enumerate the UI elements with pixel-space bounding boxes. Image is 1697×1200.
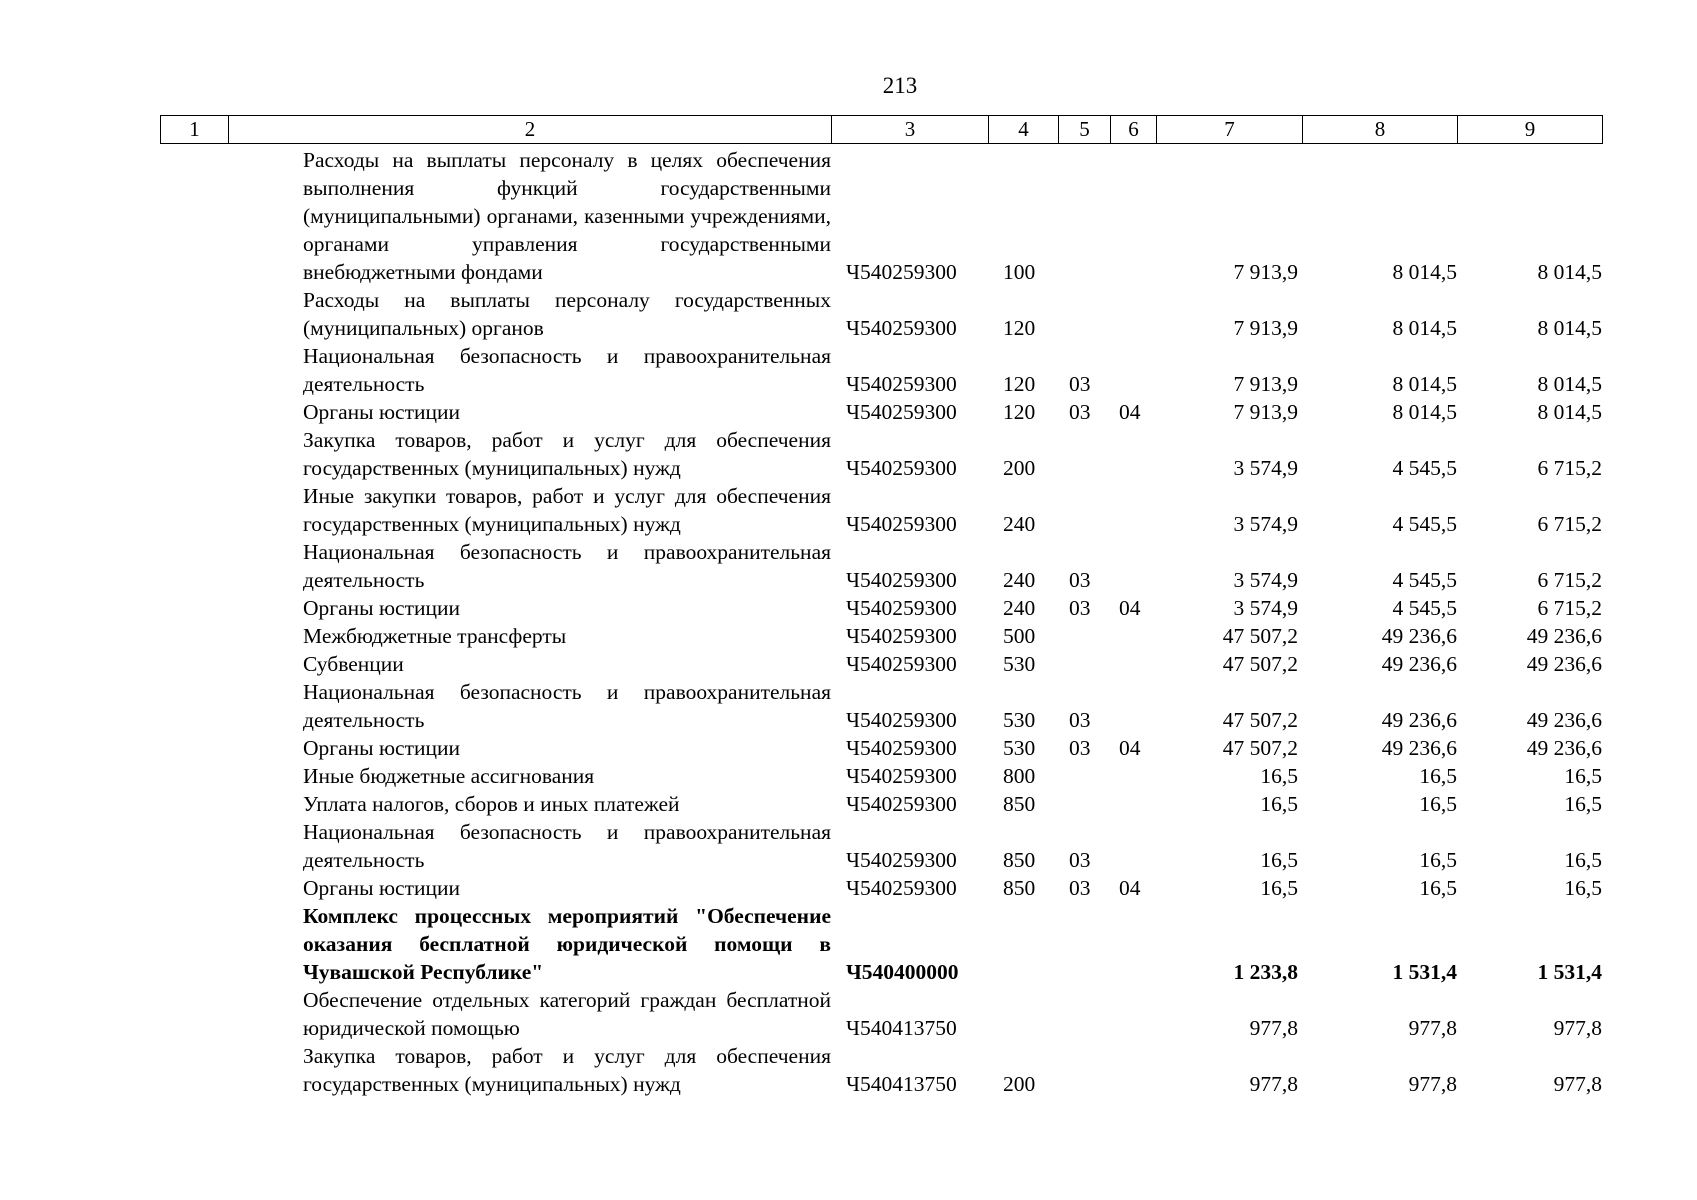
table-row <box>160 678 1612 734</box>
row-value-col8: 4 545,5 <box>1392 596 1457 620</box>
row-target-code: Ч540259300 <box>846 652 957 676</box>
row-value-col9: 49 236,6 <box>1526 708 1602 732</box>
table-row <box>160 538 1612 594</box>
row-description-text: Органы юстиции <box>303 736 460 760</box>
header-col-3: 3 <box>832 116 989 144</box>
header-col-9: 9 <box>1458 116 1603 144</box>
row-value-col9: 16,5 <box>1564 848 1602 872</box>
row-description-text: Закупка товаров, работ и услуг для обеспечения государственных (муниципальных) нужд <box>303 428 831 480</box>
row-value-col8: 8 014,5 <box>1392 372 1457 396</box>
row-description <box>228 818 831 874</box>
row-section: 03 <box>1069 400 1091 424</box>
row-target-code: Ч540259300 <box>846 372 957 396</box>
row-value-col8: 977,8 <box>1408 1072 1457 1096</box>
table-row <box>160 818 1612 874</box>
row-description-text: Уплата налогов, сборов и иных платежей <box>303 792 680 816</box>
row-value-col9: 49 236,6 <box>1526 624 1602 648</box>
row-target-code: Ч540259300 <box>846 736 957 760</box>
row-value-col8: 4 545,5 <box>1392 456 1457 480</box>
row-description <box>228 790 831 818</box>
row-value-col8: 977,8 <box>1408 1016 1457 1040</box>
row-value-col7: 7 913,9 <box>1233 260 1298 284</box>
row-value-col7: 1 233,8 <box>1233 960 1298 984</box>
table-row <box>160 734 1612 762</box>
row-description-text: Национальная безопасность и правоохранительная деятельность <box>303 680 831 732</box>
row-description <box>228 538 831 594</box>
row-target-code: Ч540259300 <box>846 848 957 872</box>
row-section: 03 <box>1069 736 1091 760</box>
table-row <box>160 398 1612 426</box>
row-target-code: Ч540259300 <box>846 568 957 592</box>
table-row <box>160 790 1612 818</box>
row-description-text: Субвенции <box>303 652 404 676</box>
row-section: 03 <box>1069 568 1091 592</box>
row-description <box>228 594 831 622</box>
row-value-col8: 49 236,6 <box>1381 736 1457 760</box>
row-value-col9: 8 014,5 <box>1537 400 1602 424</box>
table-row <box>160 874 1612 902</box>
row-value-col8: 4 545,5 <box>1392 568 1457 592</box>
row-description <box>228 986 831 1042</box>
row-target-code: Ч540259300 <box>846 708 957 732</box>
row-target-code: Ч540259300 <box>846 400 957 424</box>
row-description-text: Закупка товаров, работ и услуг для обеспечения государственных (муниципальных) нужд <box>303 1044 831 1096</box>
row-description <box>228 286 831 342</box>
row-description <box>228 1042 831 1098</box>
row-description-text: Органы юстиции <box>303 400 460 424</box>
row-value-col9: 49 236,6 <box>1526 652 1602 676</box>
row-target-code: Ч540413750 <box>846 1072 957 1096</box>
row-value-col9: 16,5 <box>1564 764 1602 788</box>
row-subsection: 04 <box>1119 876 1141 900</box>
row-target-code: Ч540400000 <box>846 960 959 984</box>
row-description <box>228 734 831 762</box>
row-target-code: Ч540259300 <box>846 624 957 648</box>
row-value-col8: 4 545,5 <box>1392 512 1457 536</box>
row-value-col8: 8 014,5 <box>1392 400 1457 424</box>
row-value-col8: 8 014,5 <box>1392 260 1457 284</box>
row-target-code: Ч540259300 <box>846 792 957 816</box>
row-value-col9: 6 715,2 <box>1537 456 1602 480</box>
row-description-text: Органы юстиции <box>303 876 460 900</box>
row-value-col8: 49 236,6 <box>1381 624 1457 648</box>
row-target-code: Ч540259300 <box>846 316 957 340</box>
row-expense-type: 240 <box>1003 512 1036 536</box>
header-col-4: 4 <box>989 116 1059 144</box>
row-value-col9: 6 715,2 <box>1537 512 1602 536</box>
row-description <box>228 678 831 734</box>
row-expense-type: 530 <box>1003 736 1036 760</box>
row-description <box>228 874 831 902</box>
row-expense-type: 800 <box>1003 764 1036 788</box>
header-col-6: 6 <box>1111 116 1157 144</box>
row-value-col9: 977,8 <box>1553 1072 1602 1096</box>
row-section: 03 <box>1069 848 1091 872</box>
row-description-text: Обеспечение отдельных категорий граждан бесплатной юридической помощью <box>303 988 831 1040</box>
header-col-1: 1 <box>161 116 229 144</box>
row-value-col7: 47 507,2 <box>1222 624 1298 648</box>
row-value-col7: 977,8 <box>1249 1072 1298 1096</box>
row-target-code: Ч540259300 <box>846 596 957 620</box>
row-description <box>228 342 831 398</box>
row-expense-type: 500 <box>1003 624 1036 648</box>
row-expense-type: 240 <box>1003 568 1036 592</box>
header-col-7: 7 <box>1157 116 1303 144</box>
row-expense-type: 850 <box>1003 848 1036 872</box>
row-value-col7: 977,8 <box>1249 1016 1298 1040</box>
row-value-col8: 8 014,5 <box>1392 316 1457 340</box>
budget-table-body <box>160 146 1612 1098</box>
row-value-col7: 16,5 <box>1260 764 1298 788</box>
row-description-text: Иные бюджетные ассигнования <box>303 764 595 788</box>
header-col-5: 5 <box>1059 116 1111 144</box>
row-expense-type: 850 <box>1003 876 1036 900</box>
row-description <box>228 762 831 790</box>
row-value-col7: 3 574,9 <box>1233 512 1298 536</box>
row-value-col8: 16,5 <box>1419 848 1457 872</box>
row-description <box>228 482 831 538</box>
row-description-text: Национальная безопасность и правоохранительная деятельность <box>303 820 831 872</box>
row-description-text: Комплекс процессных мероприятий "Обеспечение оказания бесплатной юридической помощи в Чувашской Республике" <box>303 904 831 984</box>
row-value-col7: 47 507,2 <box>1222 736 1298 760</box>
row-target-code: Ч540259300 <box>846 876 957 900</box>
row-description-text: Иные закупки товаров, работ и услуг для обеспечения государственных (муниципальных) нужд <box>303 484 831 536</box>
row-section: 03 <box>1069 708 1091 732</box>
row-section: 03 <box>1069 372 1091 396</box>
row-subsection: 04 <box>1119 400 1141 424</box>
row-value-col7: 16,5 <box>1260 876 1298 900</box>
row-target-code: Ч540259300 <box>846 764 957 788</box>
row-value-col9: 16,5 <box>1564 876 1602 900</box>
row-expense-type: 200 <box>1003 1072 1036 1096</box>
row-expense-type: 200 <box>1003 456 1036 480</box>
row-value-col7: 3 574,9 <box>1233 456 1298 480</box>
row-description <box>228 650 831 678</box>
table-row <box>160 650 1612 678</box>
row-description <box>228 426 831 482</box>
row-target-code: Ч540413750 <box>846 1016 957 1040</box>
row-value-col8: 49 236,6 <box>1381 708 1457 732</box>
row-value-col9: 6 715,2 <box>1537 596 1602 620</box>
table-row <box>160 426 1612 482</box>
row-description-text: Национальная безопасность и правоохранительная деятельность <box>303 540 831 592</box>
row-section: 03 <box>1069 876 1091 900</box>
row-target-code: Ч540259300 <box>846 512 957 536</box>
row-subsection: 04 <box>1119 596 1141 620</box>
row-section: 03 <box>1069 596 1091 620</box>
row-value-col9: 977,8 <box>1553 1016 1602 1040</box>
row-description-text: Расходы на выплаты персоналу государственных (муниципальных) органов <box>303 288 831 340</box>
row-value-col7: 3 574,9 <box>1233 596 1298 620</box>
table-row <box>160 902 1612 986</box>
column-number-header <box>160 115 1603 144</box>
row-description-text: Межбюджетные трансферты <box>303 624 567 648</box>
row-expense-type: 240 <box>1003 596 1036 620</box>
row-value-col7: 47 507,2 <box>1222 652 1298 676</box>
row-value-col7: 7 913,9 <box>1233 372 1298 396</box>
table-row <box>160 482 1612 538</box>
row-description-text: Органы юстиции <box>303 596 460 620</box>
row-value-col8: 16,5 <box>1419 876 1457 900</box>
table-row <box>160 762 1612 790</box>
row-value-col7: 7 913,9 <box>1233 316 1298 340</box>
row-value-col8: 16,5 <box>1419 792 1457 816</box>
row-value-col8: 49 236,6 <box>1381 652 1457 676</box>
page-number: 213 <box>882 73 918 98</box>
row-value-col7: 16,5 <box>1260 792 1298 816</box>
row-expense-type: 120 <box>1003 372 1036 396</box>
row-value-col9: 16,5 <box>1564 792 1602 816</box>
row-target-code: Ч540259300 <box>846 456 957 480</box>
row-value-col8: 1 531,4 <box>1392 960 1457 984</box>
row-expense-type: 120 <box>1003 400 1036 424</box>
row-value-col7: 3 574,9 <box>1233 568 1298 592</box>
row-expense-type: 120 <box>1003 316 1036 340</box>
table-row <box>160 594 1612 622</box>
row-value-col9: 8 014,5 <box>1537 260 1602 284</box>
row-value-col9: 8 014,5 <box>1537 316 1602 340</box>
row-expense-type: 850 <box>1003 792 1036 816</box>
row-value-col9: 6 715,2 <box>1537 568 1602 592</box>
row-value-col7: 47 507,2 <box>1222 708 1298 732</box>
row-value-col9: 8 014,5 <box>1537 372 1602 396</box>
row-value-col7: 7 913,9 <box>1233 400 1298 424</box>
row-description-text: Расходы на выплаты персоналу в целях обеспечения выполнения функций государственными (муниципальными) органами, казенными учреждениями, органами управления государственными внебюджетными фондами <box>303 148 831 284</box>
table-row <box>160 146 1612 286</box>
table-row <box>160 1042 1612 1098</box>
table-row <box>160 986 1612 1042</box>
row-value-col8: 16,5 <box>1419 764 1457 788</box>
table-row <box>160 342 1612 398</box>
row-expense-type: 530 <box>1003 652 1036 676</box>
row-description <box>228 398 831 426</box>
row-description <box>228 902 831 986</box>
row-subsection: 04 <box>1119 736 1141 760</box>
row-value-col7: 16,5 <box>1260 848 1298 872</box>
row-description <box>228 622 831 650</box>
row-value-col9: 1 531,4 <box>1537 960 1602 984</box>
row-expense-type: 100 <box>1003 260 1036 284</box>
row-value-col9: 49 236,6 <box>1526 736 1602 760</box>
table-row <box>160 286 1612 342</box>
row-target-code: Ч540259300 <box>846 260 957 284</box>
row-expense-type: 530 <box>1003 708 1036 732</box>
row-description-text: Национальная безопасность и правоохранительная деятельность <box>303 344 831 396</box>
header-col-8: 8 <box>1303 116 1458 144</box>
row-description <box>228 146 831 286</box>
table-row <box>160 622 1612 650</box>
header-col-2: 2 <box>229 116 832 144</box>
